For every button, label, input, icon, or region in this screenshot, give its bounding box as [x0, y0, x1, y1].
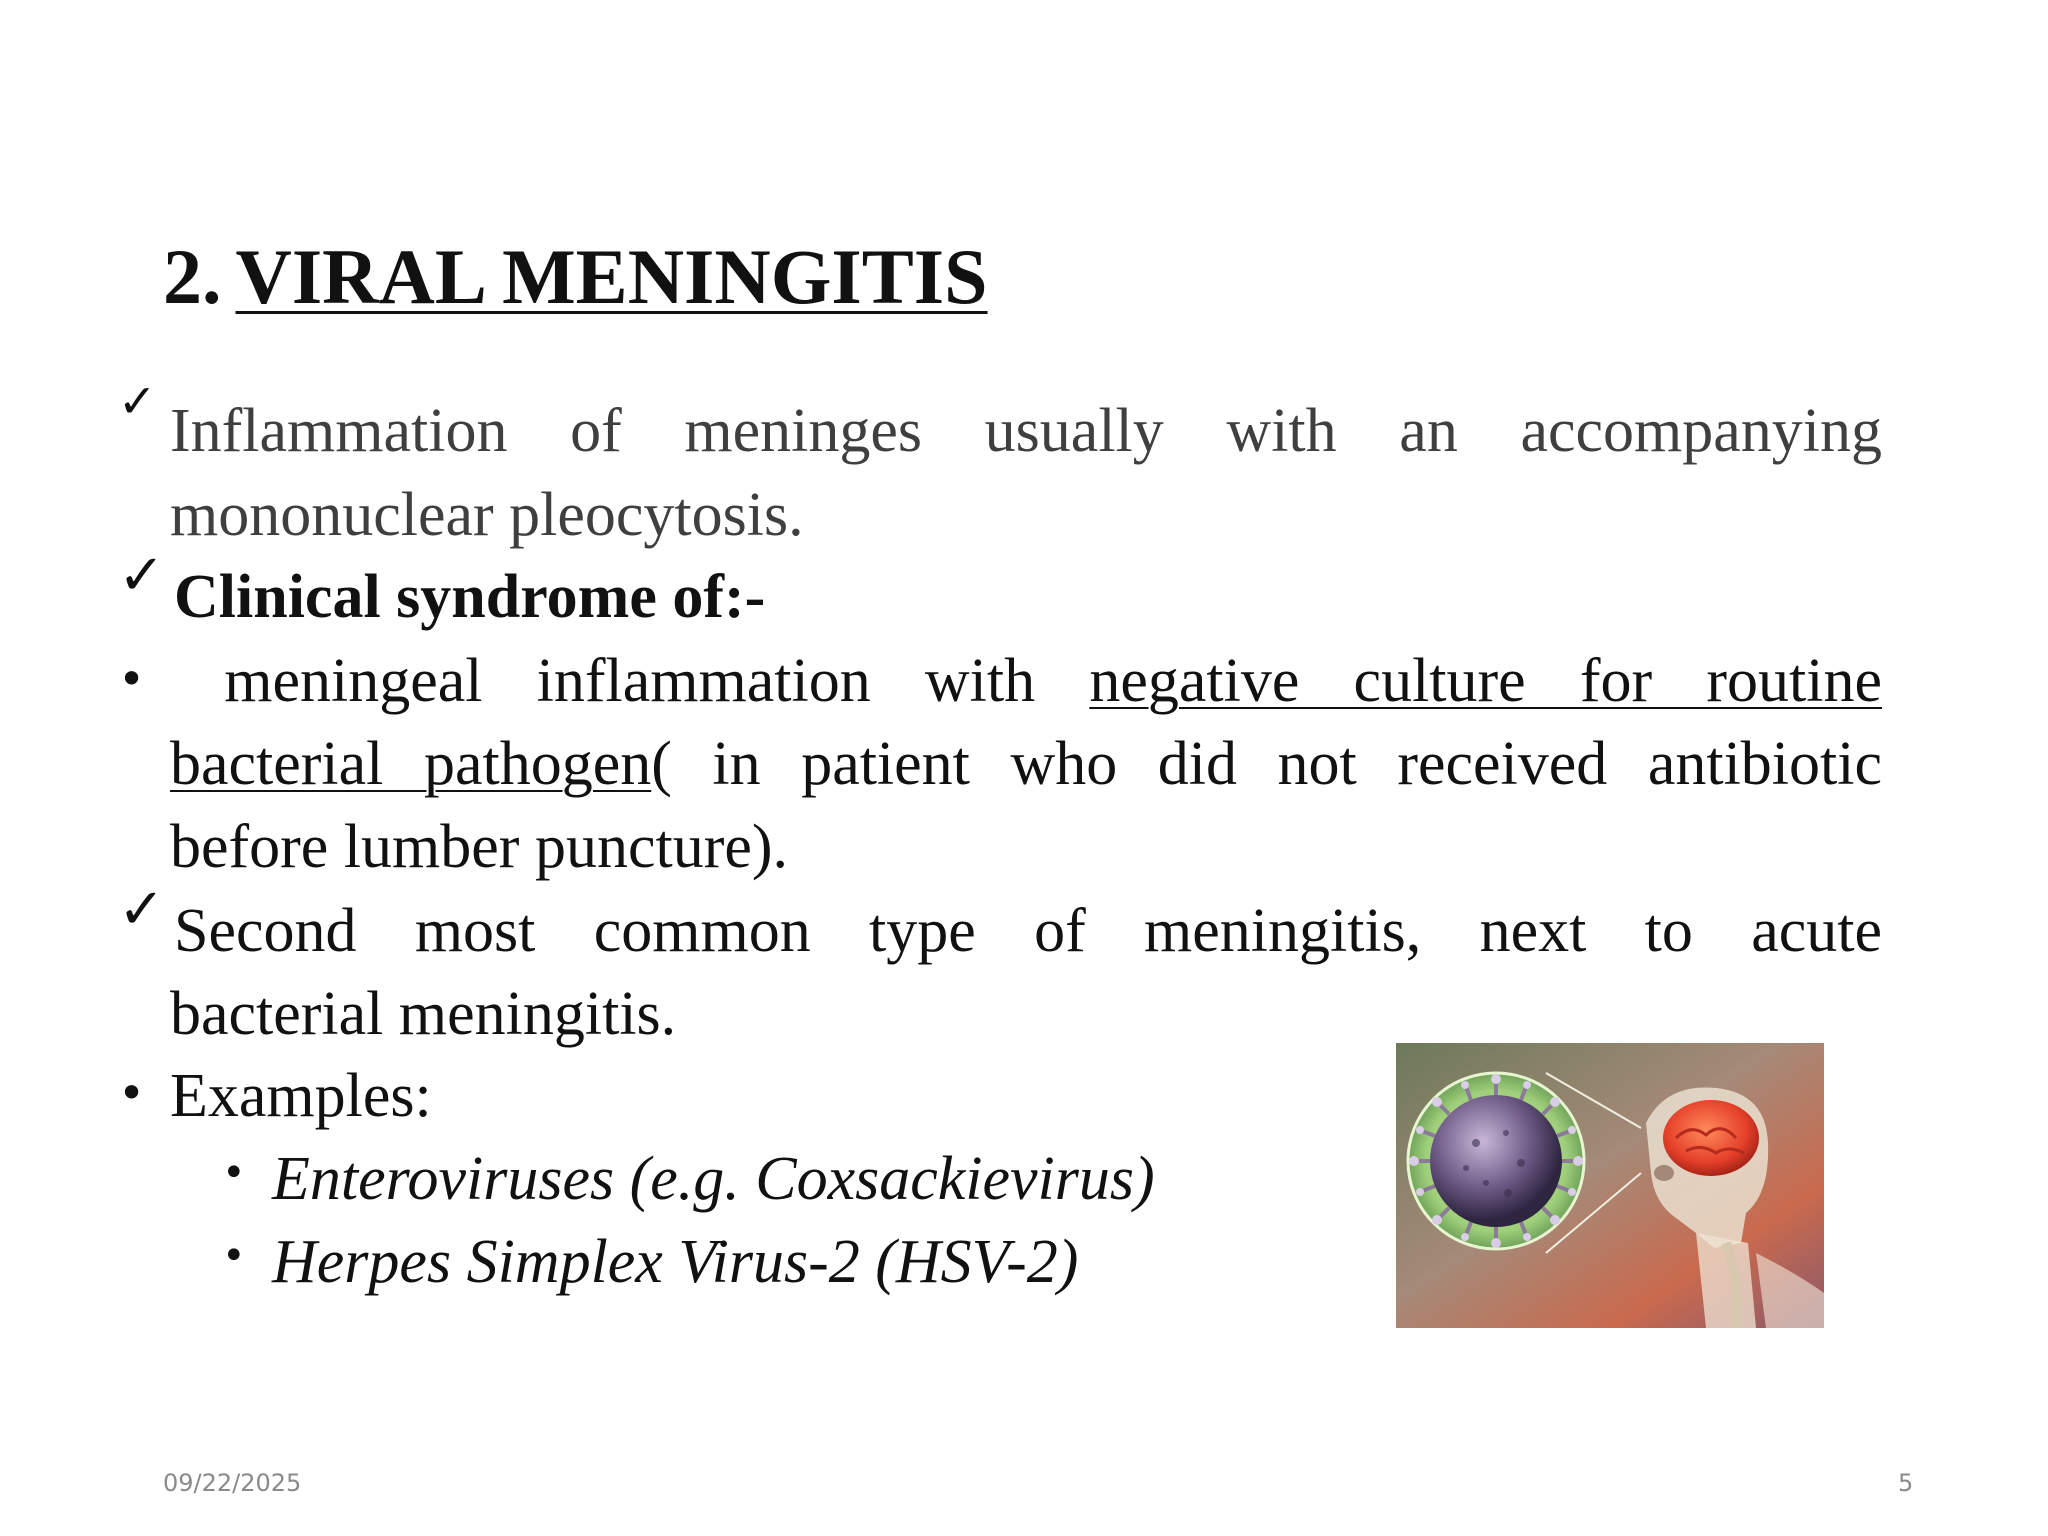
slide-title [163, 233, 988, 320]
checkmark-icon: ✓ [118, 877, 165, 942]
bullet-icon: • [222, 1150, 246, 1196]
example-item: Herpes Simplex Virus-2 (HSV-2) [272, 1228, 1079, 1296]
footer-date: 09/22/2025 [163, 1469, 302, 1497]
p3-underlined-1: negative culture for routine [1089, 647, 1883, 715]
p3-line2: bacterial pathogen( in patient who did not received antibiotic [170, 730, 1882, 798]
p3-line3: before lumber puncture). [170, 813, 789, 881]
p4-line2: bacterial meningitis. [170, 980, 677, 1048]
p3-underlined-2: bacterial pathogen [170, 730, 652, 798]
p1-line1: Inflammation of meninges usually with an accompanying [170, 397, 1882, 465]
examples-label: Examples: [170, 1062, 432, 1130]
p1-line2: mononuclear pleocytosis. [170, 481, 804, 549]
title-number: 2. [163, 233, 222, 320]
virus-brain-illustration [1396, 1043, 1824, 1328]
footer-page-number: 5 [1898, 1469, 1914, 1497]
bullet-icon: • [118, 652, 146, 706]
checkmark-icon: ✓ [118, 543, 165, 608]
p3-line1: meningeal inflammation with negative culture for routine [224, 647, 1883, 715]
p2-heading: Clinical syndrome of:- [174, 563, 766, 631]
p4-line1: Second most common type of meningitis, next to acute [174, 897, 1882, 965]
virus-brain-image [1396, 1043, 1824, 1328]
example-item: Enteroviruses (e.g. Coxsackievirus) [272, 1145, 1155, 1213]
checkmark-icon: ✓ [118, 374, 157, 428]
bullet-icon: • [118, 1066, 146, 1120]
title-text: VIRAL MENINGITIS [235, 233, 988, 320]
bullet-icon: • [222, 1233, 246, 1279]
